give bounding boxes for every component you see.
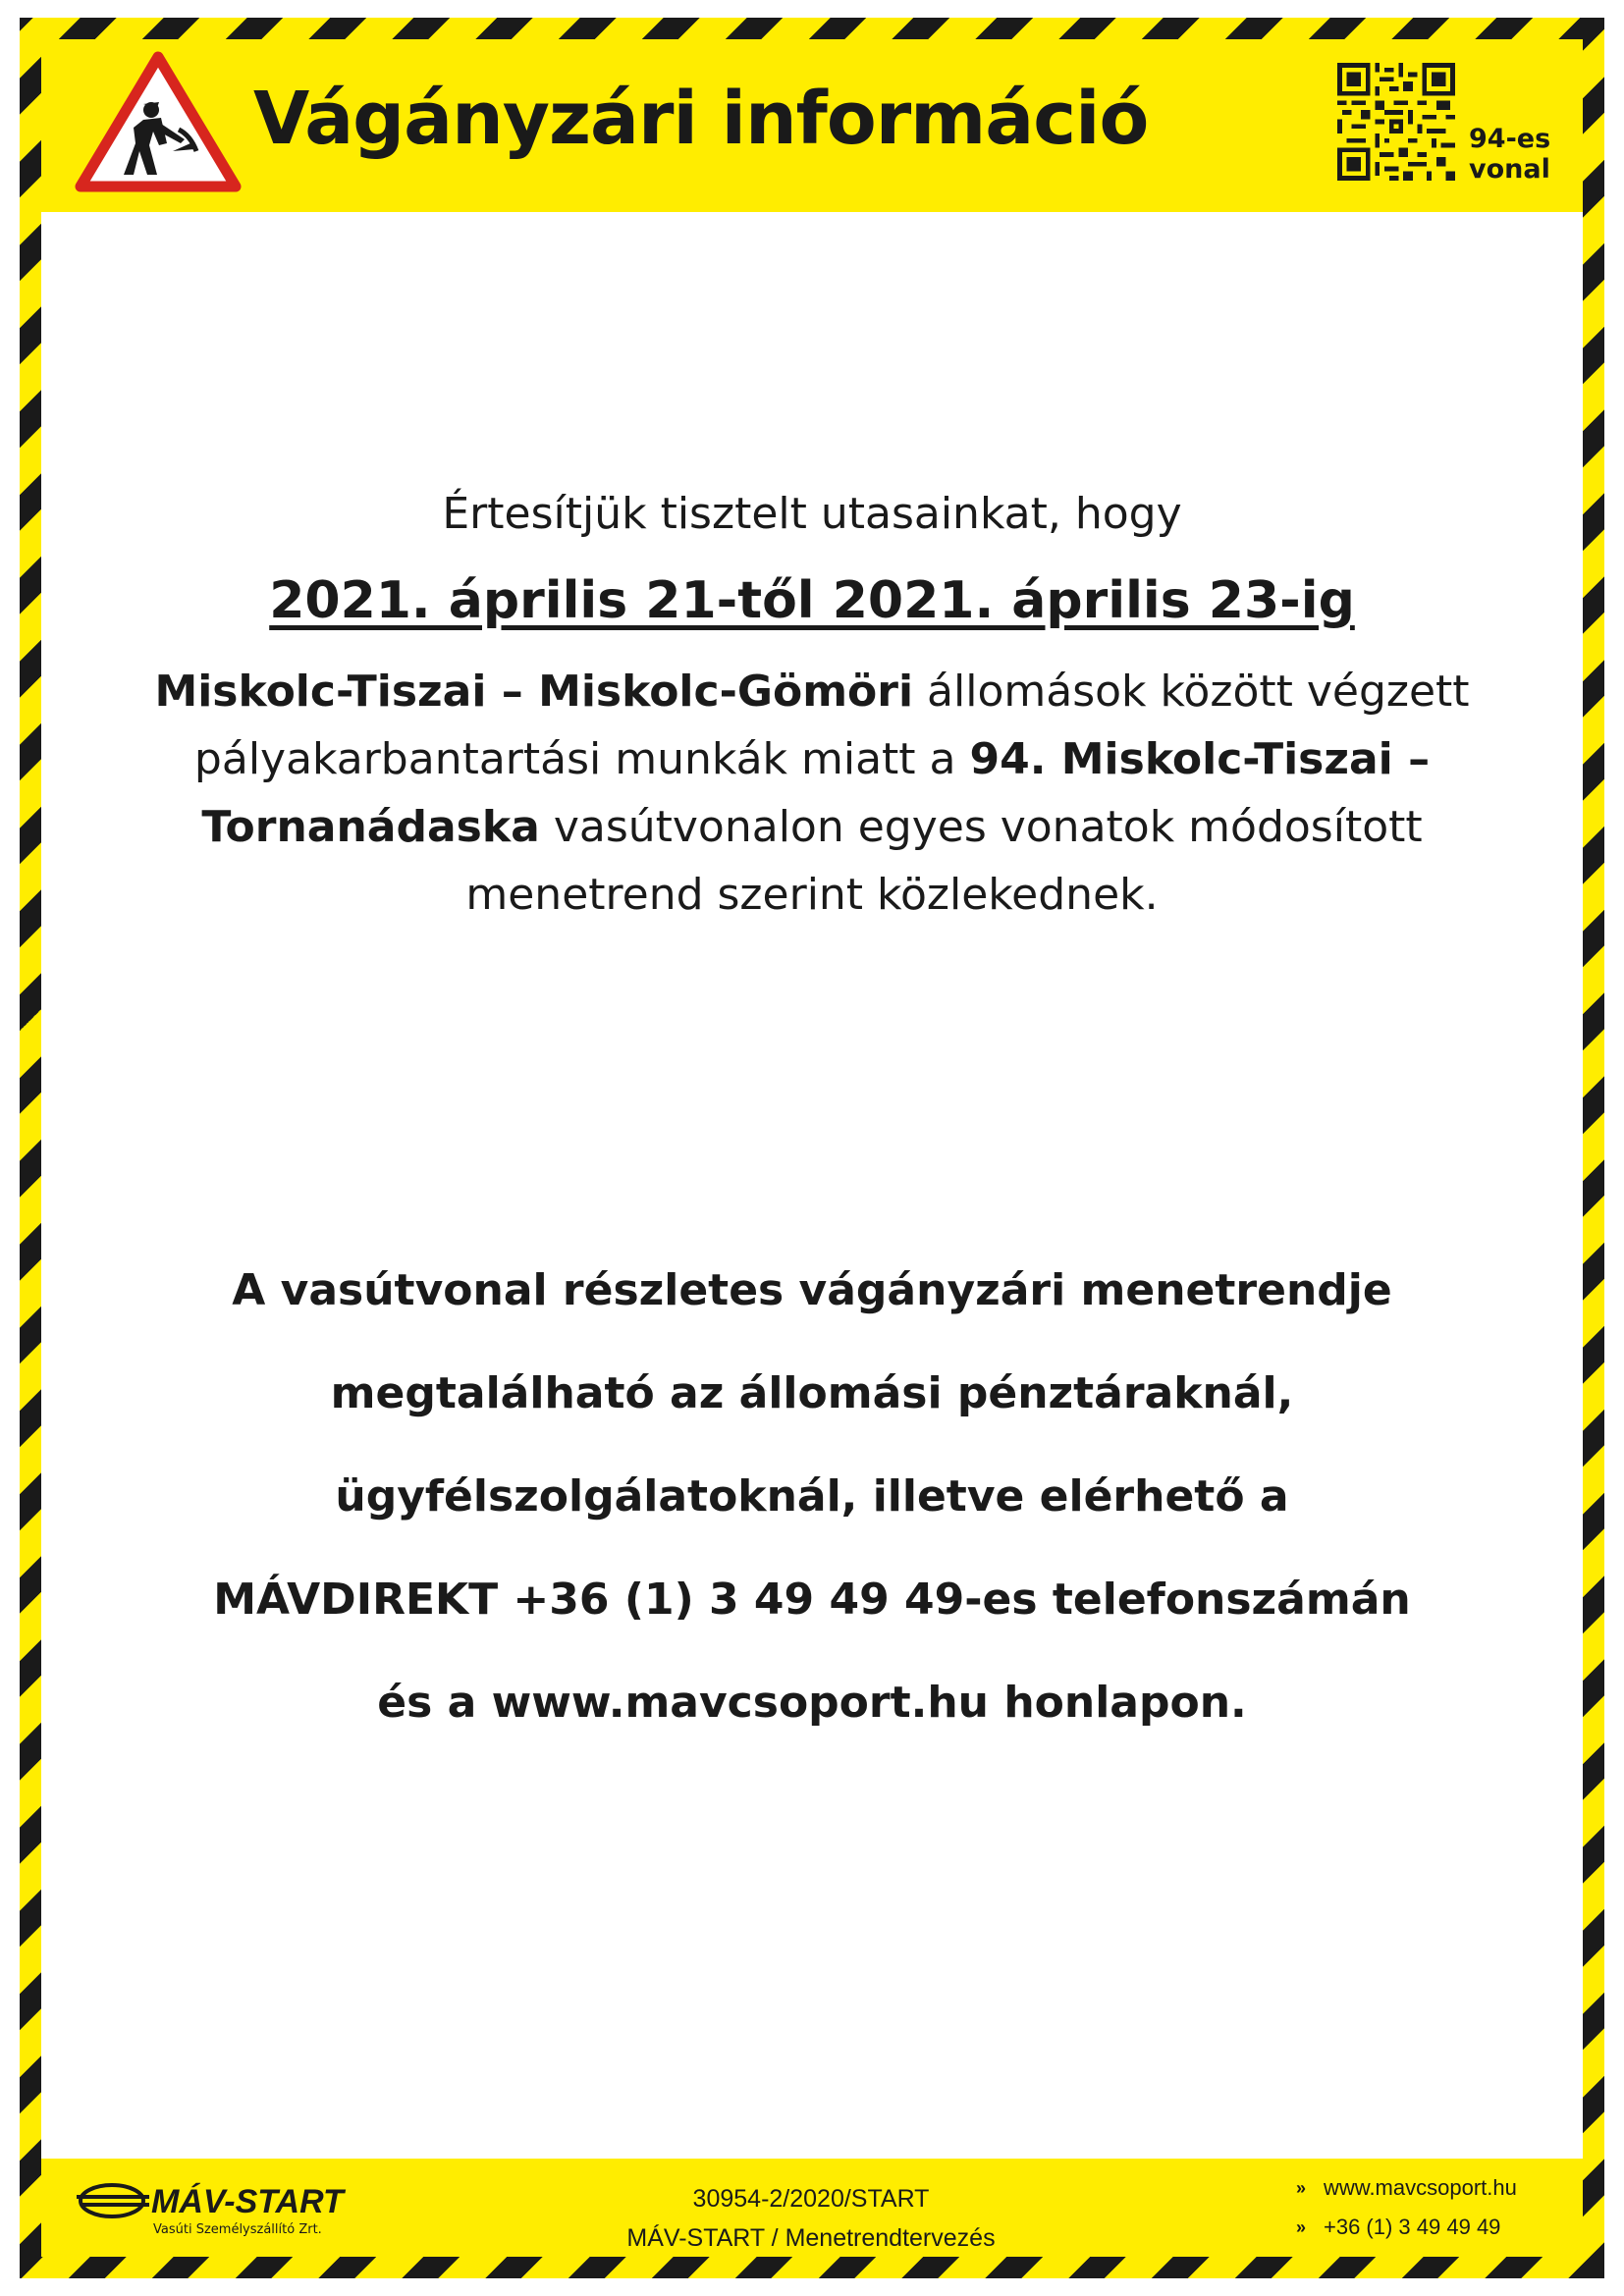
date-range: 2021. április 21-től 2021. április 23-ig xyxy=(269,571,1355,630)
qr-code-icon[interactable] xyxy=(1337,63,1455,181)
para-text-2: pályakarbantartási munkák miatt a xyxy=(193,734,970,784)
stations-bold: Miskolc-Tiszai – Miskolc-Gömöri xyxy=(154,667,914,717)
phone-number[interactable]: +36 (1) 3 49 49 49 xyxy=(1324,2215,1501,2239)
line-label-word: vonal xyxy=(1469,154,1550,185)
line-label-number: 94-es xyxy=(1469,124,1551,154)
double-chevron-right-icon: » xyxy=(1296,2217,1307,2237)
para-text-3: vasútvonalon egyes vonatok módosított xyxy=(539,802,1423,852)
double-chevron-right-icon: » xyxy=(1296,2178,1307,2198)
details-line-3: ügyfélszolgálatoknál, illetve elérhető a xyxy=(335,1471,1289,1522)
notice-paragraph xyxy=(41,658,1583,929)
para-text-4: menetrend szerint közlekednek. xyxy=(465,870,1159,920)
contact-phone-row[interactable] xyxy=(1296,2208,1517,2247)
details-line-4: MÁVDIREKT +36 (1) 3 49 49 49-es telefonszámán xyxy=(213,1575,1411,1625)
details-line-2: megtalálható az állomási pénztáraknál, xyxy=(330,1368,1294,1418)
website-link[interactable]: www.mavcsoport.hu xyxy=(1324,2175,1517,2200)
contact-website-row[interactable] xyxy=(1296,2168,1517,2208)
line-number-label xyxy=(1469,124,1550,185)
para-text-1: állomások között végzett xyxy=(913,667,1470,717)
logo-subtext: Vasúti Személyszállító Zrt. xyxy=(153,2222,322,2237)
reference-number: 30954-2/2020/START xyxy=(692,2185,930,2213)
warning-worker-icon xyxy=(75,49,242,196)
page-title: Vágányzári információ xyxy=(253,77,1149,161)
details-line-5: és a www.mavcsoport.hu honlapon. xyxy=(377,1678,1247,1728)
footer-reference xyxy=(550,2179,1072,2258)
department: MÁV-START / Menetrendtervezés xyxy=(626,2224,996,2252)
footer-contact xyxy=(1296,2168,1517,2247)
svg-text:MÁV-START: MÁV-START xyxy=(151,2183,344,2220)
timetable-details xyxy=(41,1239,1583,1754)
line-name-bold: 94. Miskolc-Tiszai – xyxy=(969,734,1431,784)
line-end-bold: Tornanádaska xyxy=(201,802,540,852)
details-line-1: A vasútvonal részletes vágányzári menetrendje xyxy=(232,1265,1392,1315)
notice-intro: Értesítjük tisztelt utasainkat, hogy xyxy=(442,489,1182,539)
